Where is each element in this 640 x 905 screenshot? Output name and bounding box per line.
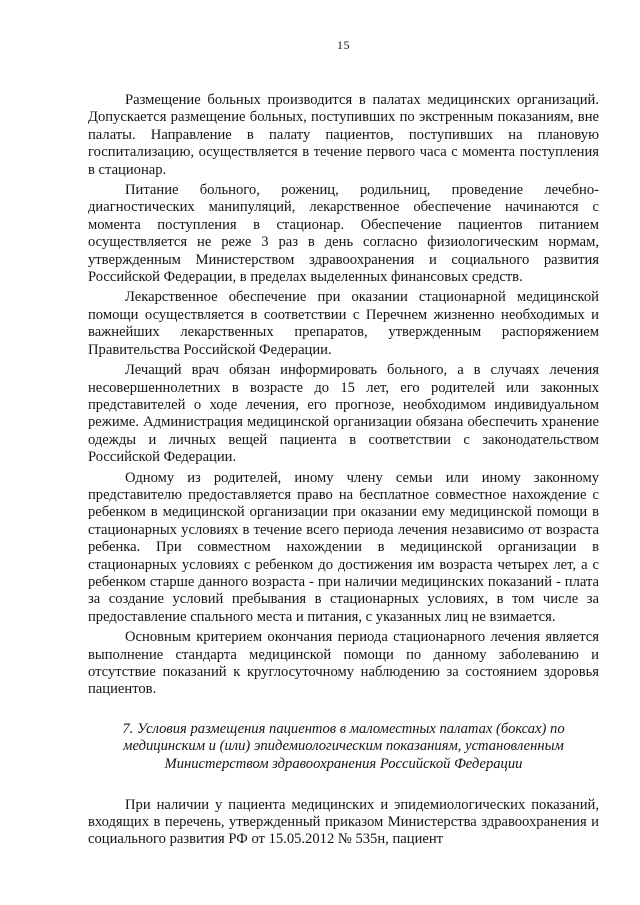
paragraph-physician-duty: Лечащий врач обязан информировать больного, а в случаях лечения несовершеннолетних в возрасте до 15 лет, его родителей или законных представителей о ходе лечения, его прогнозе, необходимом индивидуальном режиме. Администрация медицинской организации обязана обеспечить хранение одежды и личных вещей пациента в соответствии с законодательством Российской Федерации. (88, 362, 599, 466)
paragraph-placement: Размещение больных производится в палатах медицинских организаций. Допускается размещение больных, поступивших по экстренным показаниям, вне палаты. Направление в палату пациентов, поступивших на плановую госпитализацию, осуществляется в течение первого часа с момента поступления в стационар. (88, 92, 599, 178)
page-number: 15 (337, 38, 350, 52)
paragraph-medication: Лекарственное обеспечение при оказании стационарной медицинской помощи осуществляется в соответствии с Перечнем жизненно необходимых и важнейших лекарственных препаратов, утвержденным распоряжением Правительства Российской Федерации. (88, 289, 599, 358)
paragraph-section-7-start: При наличии у пациента медицинских и эпидемиологических показаний, входящих в перечень, утвержденный приказом Министерства здравоохранения и социального развития РФ от 15.05.2012 № 535н, пациент (88, 796, 599, 848)
paragraph-discharge-criteria: Основным критерием окончания периода стационарного лечения является выполнение стандарта медицинской помощи по данному заболеванию и отсутствие показаний к круглосуточному наблюдению за состоянием здоровья пациентов. (88, 629, 599, 698)
section-heading: 7. Условия размещения пациентов в маломестных палатах (боксах) по медицинским и (или) эпидемиологическим показаниям, установленным Министерством здравоохранения Российской Федерации (122, 720, 565, 772)
paragraph-nutrition: Питание больного, рожениц, родильниц, проведение лечебно-диагностических манипуляций, лекарственное обеспечение начинаются с момента поступления в стационар. Обеспечение пациентов питанием осуществляется не реже 3 раз в день согласно физиологическим нормам, утвержденным Министерством здравоохранения и социального развития Российской Федерации, в пределах выделенных финансовых средств. (88, 182, 599, 286)
document-body (88, 92, 599, 849)
paragraph-parent-stay: Одному из родителей, иному члену семьи или иному законному представителю предоставляется право на бесплатное совместное нахождение с ребенком в медицинской организации при оказании ему медицинской помощи в стационарных условиях в течение всего периода лечения независимо от возраста ребенка. При совместном нахождении в медицинской организации в стационарных условиях с ребенком до достижения им возраста четырех лет, а с ребенком старше данного возраста - при наличии медицинских показаний - плата за создание условий пребывания в стационарных условиях, в том числе за предоставление спального места и питания, с указанных лиц не взимается. (88, 469, 599, 625)
